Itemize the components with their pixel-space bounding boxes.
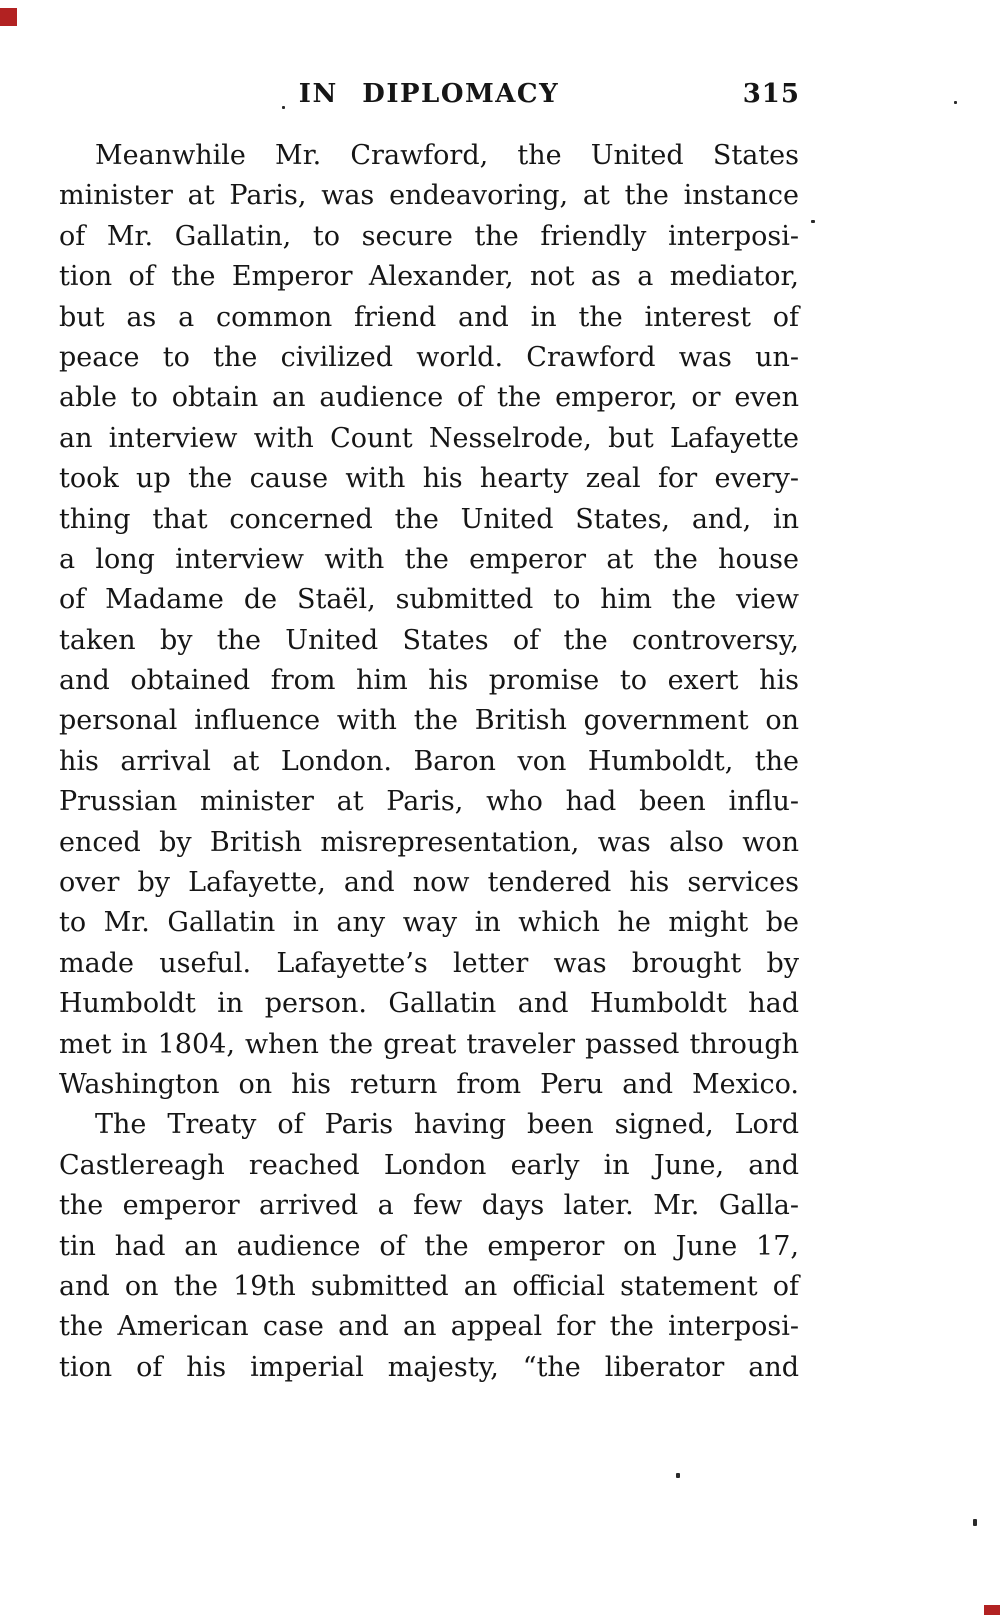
text-line: but as a common friend and in the interest of: [59, 301, 799, 333]
text-line: a long interview with the emperor at the house: [59, 543, 799, 575]
text-line: to Mr. Gallatin in any way in which he might be: [59, 907, 799, 939]
text-line: able to obtain an audience of the emperor, or even: [59, 382, 799, 414]
text-line: Washington on his return from Peru and Mexico.: [59, 1068, 799, 1100]
text-line: over by Lafayette, and now tendered his services: [59, 867, 799, 899]
text-line: made useful. Lafayette’s letter was brought by: [59, 947, 799, 979]
text-line: and on the 19th submitted an official statement of: [59, 1270, 799, 1302]
red-scan-mark-top-left: [0, 8, 17, 26]
text-line: peace to the civilized world. Crawford was un-: [59, 341, 799, 373]
text-line: of Mr. Gallatin, to secure the friendly interposi-: [59, 220, 799, 252]
scan-speck: [954, 101, 957, 104]
text-line: Meanwhile Mr. Crawford, the United States: [95, 140, 799, 171]
text-line: of Madame de Staël, submitted to him the view: [59, 584, 799, 616]
text-line: the American case and an appeal for the interposi-: [59, 1311, 799, 1343]
text-line: the emperor arrived a few days later. Mr. Galla-: [59, 1190, 799, 1222]
page-number: 315: [742, 79, 800, 109]
body-text: [59, 136, 799, 1388]
text-line: thing that concerned the United States, and, in: [59, 503, 799, 535]
scan-speck: [973, 1519, 977, 1526]
text-line: tion of the Emperor Alexander, not as a mediator,: [59, 261, 799, 293]
text-line: tin had an audience of the emperor on June 17,: [59, 1230, 799, 1262]
text-line: an interview with Count Nesselrode, but Lafayette: [59, 422, 799, 454]
text-line: personal influence with the British government on: [59, 705, 799, 737]
text-line: Prussian minister at Paris, who had been influ-: [59, 786, 799, 818]
scan-speck: [811, 220, 815, 223]
text-line: met in 1804, when the great traveler passed through: [59, 1028, 799, 1060]
text-line: minister at Paris, was endeavoring, at the instance: [59, 180, 799, 212]
text-line: Castlereagh reached London early in June, and: [59, 1149, 799, 1181]
text-line: his arrival at London. Baron von Humboldt, the: [59, 745, 799, 777]
text-line: and obtained from him his promise to exert his: [59, 665, 799, 697]
text-line: took up the cause with his hearty zeal for every-: [59, 463, 799, 495]
running-head: [59, 79, 799, 109]
text-line: The Treaty of Paris having been signed, Lord: [95, 1109, 799, 1141]
text-line: enced by British misrepresentation, was also won: [59, 826, 799, 858]
text-line: taken by the United States of the controversy,: [59, 624, 799, 656]
text-line: tion of his imperial majesty, “the liberator and: [59, 1351, 799, 1383]
text-line: Humboldt in person. Gallatin and Humboldt had: [59, 988, 799, 1020]
scan-speck: [676, 1473, 680, 1478]
red-scan-mark-bottom-right: [984, 1605, 1000, 1615]
running-title: IN DIPLOMACY: [298, 79, 560, 109]
